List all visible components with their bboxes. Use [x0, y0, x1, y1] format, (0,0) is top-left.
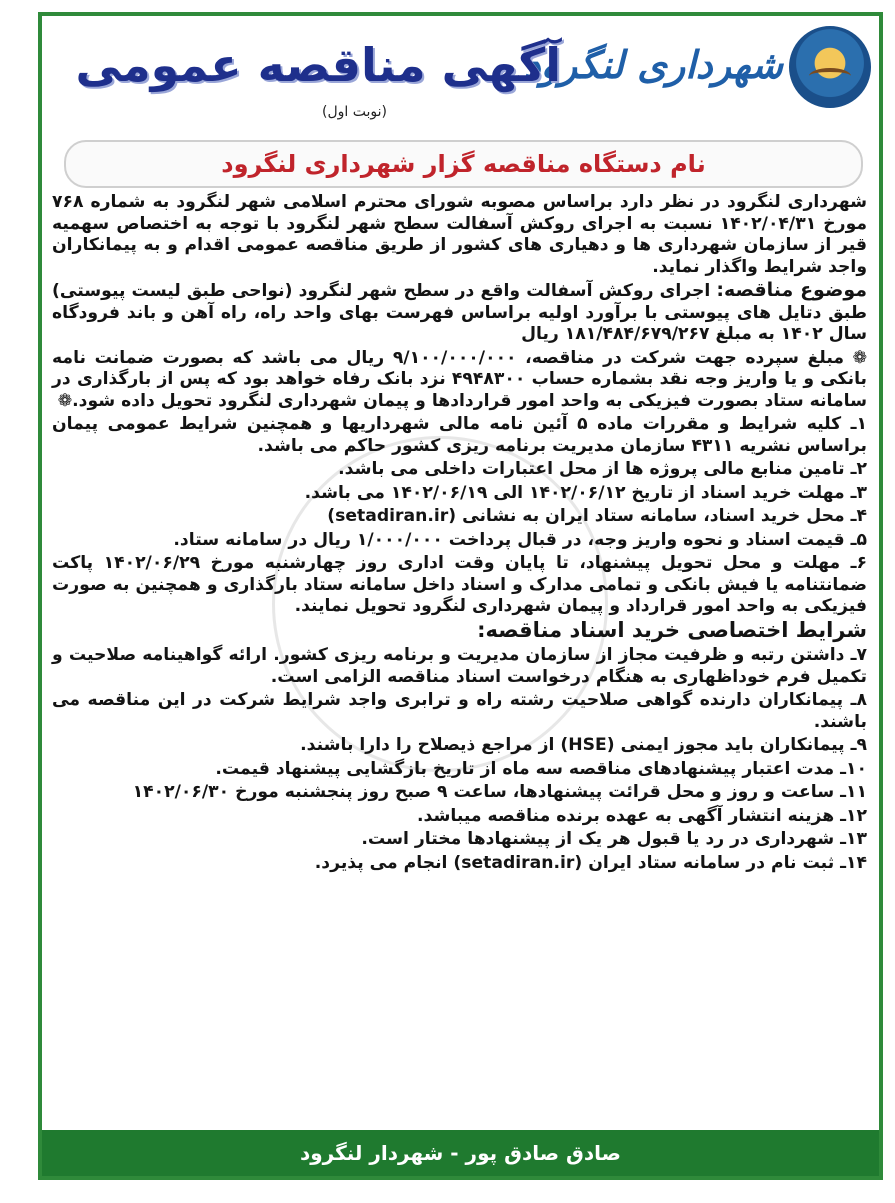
- signature-footer: صادق صادق پور - شهردار لنگرود: [42, 1130, 879, 1176]
- list-item: ۳ـ مهلت خرید اسناد از تاریخ ۱۴۰۲/۰۶/۱۲ الی ۱۴۰۲/۰۶/۱۹ می باشد.: [304, 482, 867, 503]
- list-item: ۲ـ تامین منابع مالی پروژه ها از محل اعتبارات داخلی می باشد.: [338, 459, 867, 479]
- round-label: (نوبت اول): [322, 104, 387, 120]
- subject-label: موضوع مناقصه:: [716, 279, 867, 301]
- intro-paragraph: شهرداری لنگرود در نظر دارد براساس مصوبه شورای محترم اسلامی شهر لنگرود به شماره ۷۶۸ مورخ ۱۴۰۲/۰۴/۳۱ نسبت به اجرای روکش آسفالت سطح شهر لنگرود با توجه به اختصاص سهمیه قیر از سازمان شهرداری ها و دهیاری های کشور از طریق مناقصه عمومی اقدام و به پیمانکاران واجد شرایط واگذار نماید.: [52, 192, 867, 277]
- list-item: ۱۳ـ شهرداری در رد یا قبول هر یک از پیشنهادها مختار است.: [361, 829, 867, 849]
- list-item: ۵ـ قیمت اسناد و نحوه واریز وجه، در قبال پرداخت ۱/۰۰۰/۰۰۰ ریال در سامانه ستاد.: [173, 529, 867, 550]
- list-item: ۱۰ـ مدت اعتبار پیشنهادهای مناقصه سه ماه از تاریخ بازگشایی پیشنهاد قیمت.: [215, 758, 867, 779]
- notice-body: [52, 192, 867, 876]
- notice-title: آگهی مناقصه عمومی: [75, 38, 561, 92]
- list-item: ۹ـ پیمانکاران باید مجوز ایمنی (HSE) از مراجع ذیصلاح را دارا باشند.: [300, 735, 867, 755]
- list-item: ۱ـ کلیه شرایط و مقررات ماده ۵ آئین نامه مالی شهرداریها و همچنین شرایط عمومی پیمان براساس نشریه ۴۳۱۱ سازمان مدیریت برنامه ریزی کشور حاکم می باشد.: [52, 414, 867, 456]
- subject-paragraph: [52, 280, 867, 346]
- deposit-paragraph: ❁ مبلغ سپرده جهت شرکت در مناقصه، ۹/۱۰۰/۰۰۰/۰۰۰ ریال می باشد که بصورت ضمانت نامه بانکی و یا واریز وجه نقد بشماره حساب ۴۹۴۸۳۰۰ نزد بانک رفاه خواهد بود که پس از بارگذاری در سامانه ستاد بصورت فیزیکی به واحد امور قراردادها و پیمان شهرداری لنگرود تحویل داده شود.❁: [52, 347, 867, 411]
- list-item: ۴ـ محل خرید اسناد، سامانه ستاد ایران به نشانی (setadiran.ir): [327, 506, 867, 526]
- list-item: ۷ـ داشتن رتبه و ظرفیت مجاز از سازمان مدیریت و برنامه ریزی کشور. ارائه گواهینامه صلاحیت و تکمیل فرم خوداظهاری به هنگام درخواست اسناد مناقصه الزامی است.: [52, 645, 867, 687]
- list-item: ۸ـ پیمانکاران دارنده گواهی صلاحیت رشته راه و ترابری واجد شرایط شرکت در این مناقصه می باشند.: [52, 690, 867, 732]
- notice-header: [42, 16, 879, 136]
- list-item: ۱۲ـ هزینه انتشار آگهی به عهده برنده مناقصه میباشد.: [417, 805, 867, 826]
- notice-frame: [38, 12, 883, 1180]
- municipality-brand: شهرداری لنگرود: [523, 42, 783, 87]
- agency-banner: نام دستگاه مناقصه گزار شهرداری لنگرود: [64, 140, 863, 188]
- special-conditions-heading: شرایط اختصاصی خرید اسناد مناقصه:: [477, 617, 867, 642]
- list-item: ۱۴ـ ثبت نام در سامانه ستاد ایران (setadiran.ir) انجام می پذیرد.: [314, 852, 867, 873]
- list-item: ۱۱ـ ساعت و روز و محل قرائت پیشنهادها، ساعت ۹ صبح روز پنجشنبه مورخ ۱۴۰۲/۰۶/۳۰: [132, 782, 867, 802]
- general-conditions-list: [52, 414, 867, 618]
- subject-text: اجرای روکش آسفالت واقع در سطح شهر لنگرود (نواحی طبق لیست پیوستی) طبق دتایل های پیوستی با برآورد اولیه براساس فهرست بهای واحد راه، راه آهن و باند فرودگاه سال ۱۴۰۲ به مبلغ ۱۸۱/۴۸۴/۶۷۹/۲۶۷ ریال: [52, 281, 867, 344]
- list-item: ۶ـ مهلت و محل تحویل پیشنهاد، تا پایان وقت اداری روز چهارشنبه مورخ ۱۴۰۲/۰۶/۲۹ پاکت ضمانتنامه یا فیش بانکی و تمامی مدارک و اسناد داخل سامانه ستاد بارگذاری و همچنین به صورت فیزیکی به واحد امور قرارداد و پیمان شهرداری لنگرود تحویل نمایند.: [52, 553, 867, 616]
- special-conditions-list: [52, 645, 867, 874]
- municipality-logo-icon: [789, 26, 871, 108]
